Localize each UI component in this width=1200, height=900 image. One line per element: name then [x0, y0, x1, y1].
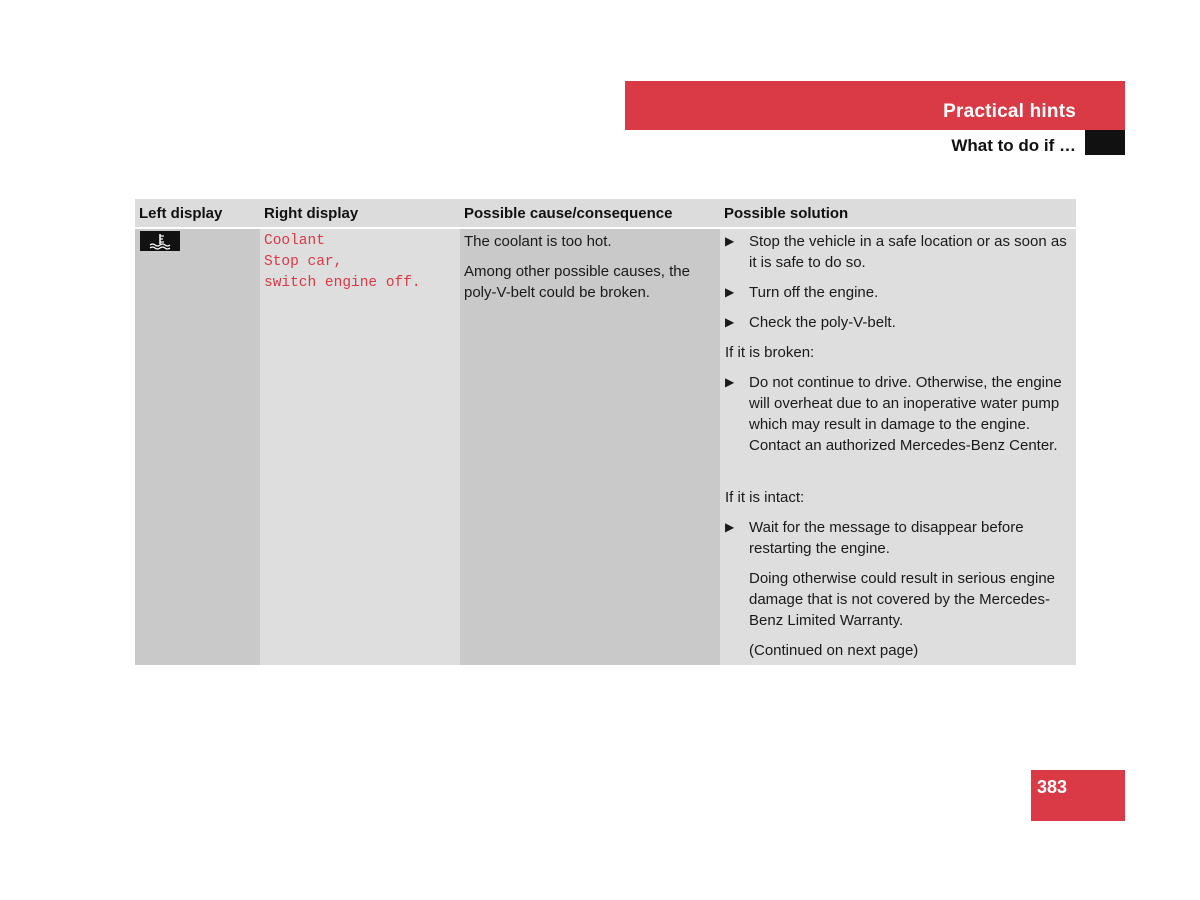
- cause-text-2: Among other possible causes, the poly-V-belt could be broken.: [464, 263, 690, 301]
- subsection-marker: [1085, 130, 1125, 155]
- section-header: [625, 81, 1125, 130]
- solution-step-text: Turn off the engine.: [749, 284, 879, 301]
- condition-text: If it is intact:: [725, 489, 805, 506]
- left-display-column: [135, 199, 260, 665]
- right-display-line: switch engine off.: [264, 275, 421, 291]
- header-solution: Possible solution: [724, 205, 849, 222]
- coolant-temperature-icon: [140, 231, 180, 251]
- solution-step-text: Wait for the message to disappear before restarting the engine.: [749, 519, 1024, 557]
- right-display-message: [264, 231, 421, 294]
- header-right-display: Right display: [264, 205, 359, 222]
- right-display-line: Stop car,: [264, 254, 343, 270]
- header-cause: Possible cause/consequence: [464, 205, 673, 222]
- bullet-arrow-icon: ▶: [725, 234, 735, 248]
- bullet-arrow-icon: ▶: [725, 520, 735, 534]
- bullet-arrow-icon: ▶: [725, 285, 735, 299]
- section-title: Practical hints: [943, 101, 1076, 122]
- solution-step-text: Check the poly-V-belt.: [749, 314, 896, 331]
- page-number: 383: [1037, 777, 1068, 797]
- right-display-line: Coolant: [264, 233, 325, 249]
- solution-step-text: Stop the vehicle in a safe location or as soon as it is safe to do so.: [749, 233, 1067, 271]
- bullet-arrow-icon: ▶: [725, 315, 735, 329]
- continued-note: (Continued on next page): [749, 642, 919, 659]
- subsection-header: [625, 130, 1125, 155]
- subsection-title: What to do if …: [951, 136, 1076, 155]
- header-left-display: Left display: [139, 205, 223, 222]
- solution-step-text: Do not continue to drive. Otherwise, the engine will overheat due to an inoperative water pump which may result in damage to the engine. Contact an authorized Mercedes-Benz Center.: [749, 374, 1062, 454]
- condition-text: If it is broken:: [725, 344, 815, 361]
- bullet-arrow-icon: ▶: [725, 375, 735, 389]
- warning-note: Doing otherwise could result in serious engine damage that is not covered by the Mercedes-Benz Limited Warranty.: [749, 570, 1056, 629]
- page-number-box: [1031, 770, 1125, 821]
- cause-text-1: The coolant is too hot.: [464, 233, 612, 250]
- solution-cell: [720, 199, 1076, 665]
- warning-table: [135, 199, 1076, 665]
